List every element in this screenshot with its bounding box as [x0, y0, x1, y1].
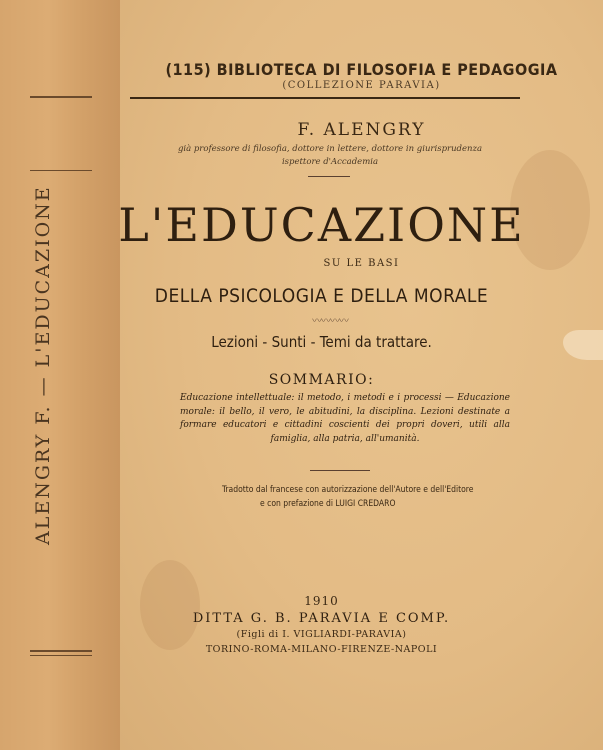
translation-line: Tradotto dal francese con autorizzazione dell'Autore e dell'Editore: [222, 485, 474, 495]
spine-rule-bottom-thin: [30, 655, 92, 656]
header-rule: [130, 97, 520, 99]
publisher-cities: TORINO-ROMA-MILANO-FIRENZE-NAPOLI: [205, 644, 438, 655]
publisher-name: DITTA G. B. PARAVIA E COMP.: [192, 611, 451, 626]
summary-rule: [310, 470, 370, 471]
translation-line: e con prefazione di LUIGI CREDARO: [260, 499, 396, 509]
subtitle-small: SU LE BASI: [323, 258, 400, 269]
book-title: L'EDUCAZIONE: [118, 198, 525, 252]
author-name: F. ALENGRY: [297, 120, 426, 140]
spine-title: ALENGRY F. — L'EDUCAZIONE: [32, 185, 54, 545]
summary-text: Educazione intellettuale: il metodo, i metodi e i processi — Educazione morale: il bello, il vero, le abitudini, la disciplina. Lezioni destinate a formare educatori e cittadini coscienti dei propri doveri, utili alla famiglia, alla patria, all'umanità.: [180, 393, 510, 444]
lessons-line: Lezioni - Sunti - Temi da trattare.: [211, 333, 432, 351]
series-title: (115) BIBLIOTECA DI FILOSOFIA E PEDAGOGIA: [165, 60, 558, 79]
credentials-line: già professore di filosofia, dottore in lettere, dottore in giurisprudenza: [177, 144, 483, 154]
author-rule: [308, 176, 350, 177]
publisher-subtitle: (Figli di I. VIGLIARDI-PARAVIA): [236, 629, 407, 640]
front-cover: [120, 0, 603, 750]
collection-name: (COLLEZIONE PARAVIA): [282, 80, 441, 91]
credentials-line: ispettore d'Accademia: [281, 157, 379, 167]
translation-note: [222, 483, 542, 511]
ornamental-wave: 〰〰〰〰: [312, 316, 348, 327]
author-credentials: [160, 143, 500, 169]
publication-year: 1910: [304, 594, 339, 608]
subtitle: DELLA PSICOLOGIA E DELLA MORALE: [154, 285, 489, 307]
summary-heading: SOMMARIO:: [268, 372, 375, 388]
edge-tear: [563, 330, 603, 360]
